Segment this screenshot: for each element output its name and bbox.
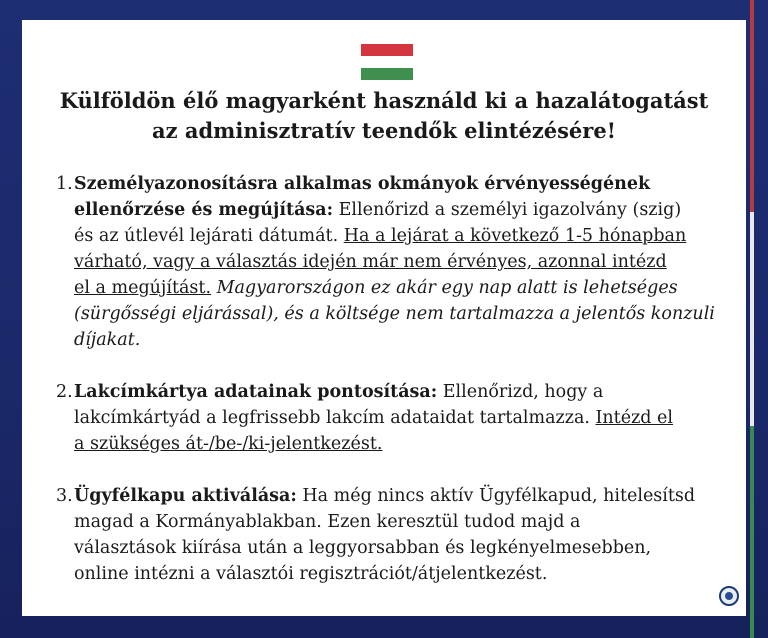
underlined-text: várható, vagy a választás idején már nem érvényes, azonnal intézd bbox=[74, 252, 667, 272]
stripe-white bbox=[750, 212, 754, 426]
underlined-text: Ha a lejárat a következő 1-5 hónapban bbox=[343, 226, 687, 246]
info-card bbox=[22, 20, 746, 616]
item-text: Ellenőrizd, hogy a bbox=[437, 382, 604, 402]
tricolor-side-stripe bbox=[750, 0, 754, 638]
item-text: és az útlevél lejárati dátumát. bbox=[74, 226, 344, 246]
item-body bbox=[74, 379, 734, 457]
item-number: 1. bbox=[56, 174, 73, 194]
item-text: magad a Kormányablakban. Ezen keresztül tudod majd a bbox=[74, 512, 581, 532]
stripe-red bbox=[750, 0, 754, 212]
item-body bbox=[74, 483, 734, 587]
item-text: online intézni a választói regisztrációt/átjelentkezést. bbox=[74, 564, 548, 584]
item-heading: Személyazonosításra alkalmas okmányok érvényességének bbox=[74, 174, 651, 194]
item-heading-cont: ellenőrzése és megújítása: bbox=[74, 200, 334, 220]
item-number: 3. bbox=[56, 486, 73, 506]
italic-text: díjakat. bbox=[74, 330, 141, 350]
item-text: választások kiírása után a leggyorsabban és legkényelmesebben, bbox=[74, 538, 652, 558]
item-heading: Ügyfélkapu aktiválása: bbox=[74, 486, 297, 506]
title-line-1: Külföldön élő magyarként használd ki a hazalátogatást bbox=[59, 88, 709, 113]
underlined-text: a szükséges át-/be-/ki-jelentkezést. bbox=[74, 434, 383, 454]
hungarian-flag-icon bbox=[361, 44, 413, 80]
title-line-2: az adminisztratív teendők elintézésére! bbox=[152, 118, 616, 143]
item-text: lakcímkártyád a legfrissebb lakcím adataidat tartalmazza. bbox=[74, 408, 596, 428]
emblem-seal-icon bbox=[719, 586, 739, 606]
underlined-text: Intézd el bbox=[595, 408, 674, 428]
stripe-green bbox=[750, 426, 754, 638]
underlined-text: el a megújítást. bbox=[74, 278, 212, 298]
item-heading: Lakcímkártya adatainak pontosítása: bbox=[74, 382, 438, 402]
item-text: Ha még nincs aktív Ügyfélkapud, hitelesítsd bbox=[296, 486, 696, 506]
page-title bbox=[22, 86, 746, 146]
italic-text: Magyarországon ez akár egy nap alatt is lehetséges bbox=[211, 278, 678, 298]
item-text: Ellenőrizd a személyi igazolvány (szig) bbox=[333, 200, 682, 220]
italic-text: (sürgősségi eljárással), és a költsége nem tartalmazza a jelentős konzuli bbox=[74, 304, 715, 324]
item-number: 2. bbox=[56, 382, 73, 402]
item-body bbox=[74, 171, 734, 353]
